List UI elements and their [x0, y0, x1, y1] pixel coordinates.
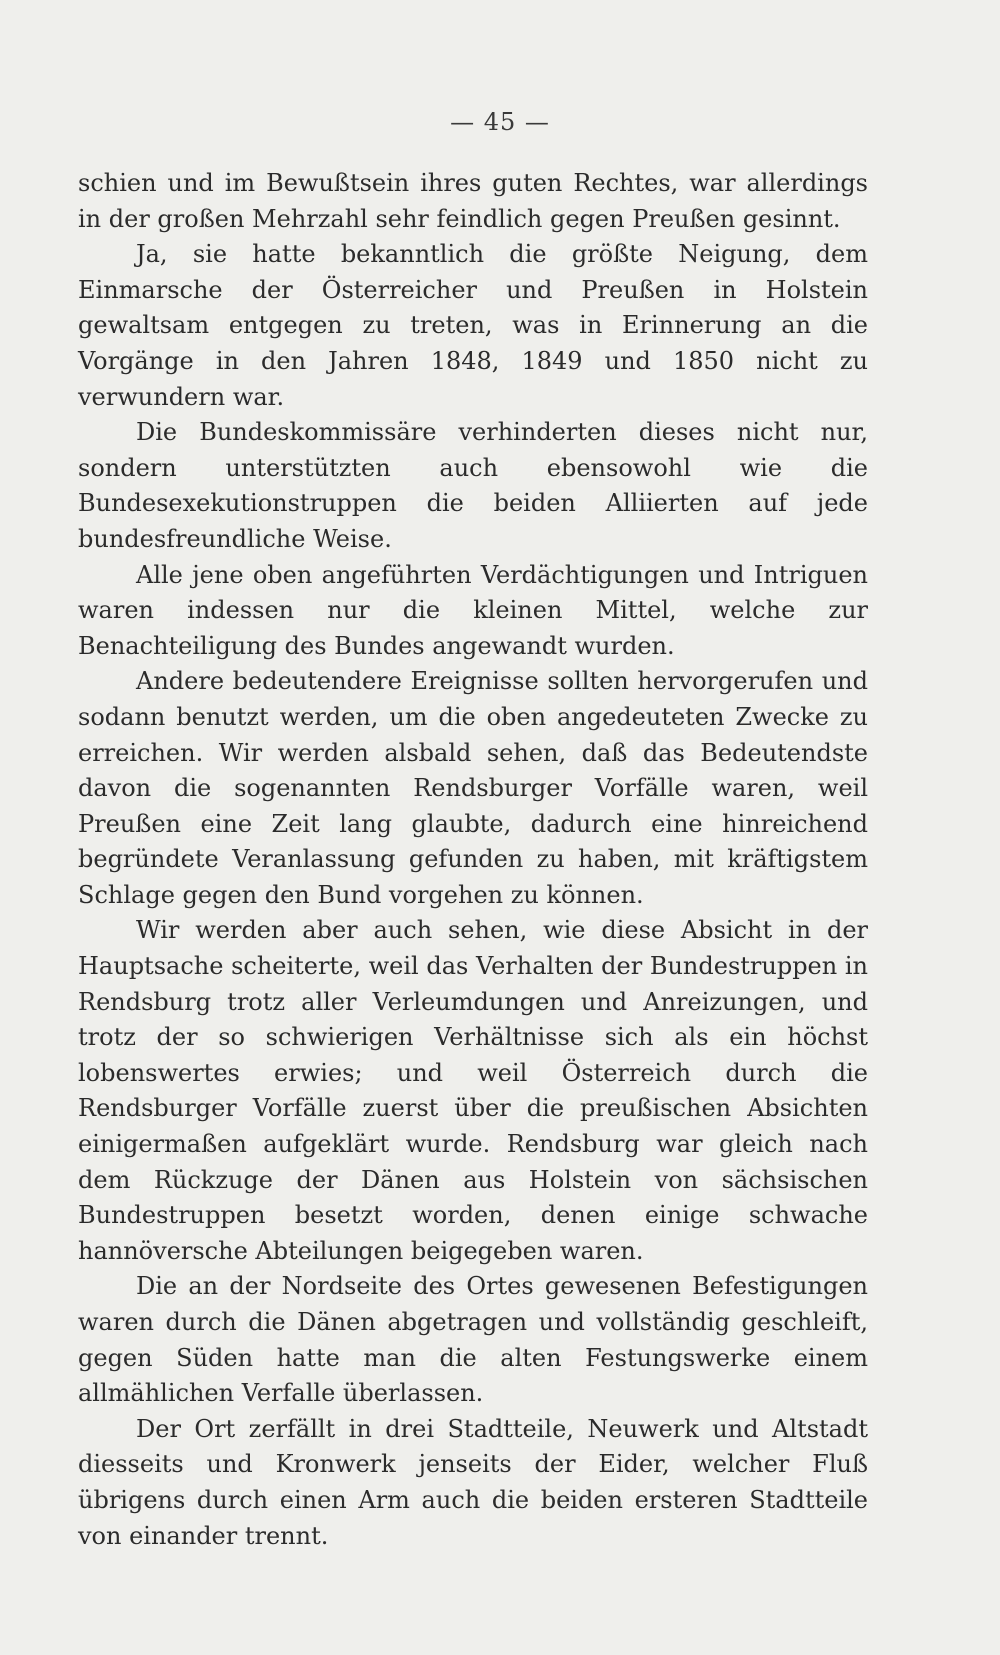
paragraph: Ja, sie hatte bekanntlich die größte Neigung, dem Einmarsche der Österreicher und Preußen in Holstein gewaltsam entgegen zu treten, was in Erinnerung an die Vorgänge in den Jahren 1848, 1849 und 1850 nicht zu verwundern war. [78, 240, 868, 411]
paragraph: schien und im Bewußtsein ihres guten Rechtes, war allerdings in der großen Mehrzahl sehr feindlich gegen Preußen gesinnt. [78, 169, 868, 233]
paragraph: Wir werden aber auch sehen, wie diese Absicht in der Hauptsache scheiterte, weil das Verhalten der Bundestruppen in Rendsburg trotz aller Verleumdungen und Anreizungen, und trotz der so schwierigen Verhältnisse sich als ein höchst lobenswertes erwies; und weil Österreich durch die Rendsburger Vorfälle zuerst über die preußischen Absichten einigermaßen aufgeklärt wurde. Rendsburg war gleich nach dem Rückzuge der Dänen aus Holstein von sächsischen Bundestruppen besetzt worden, denen einige schwache hannöversche Abteilungen beigegeben waren. [78, 916, 868, 1265]
paragraph: Die an der Nordseite des Ortes gewesenen Befestigungen waren durch die Dänen abgetragen und vollständig geschleift, gegen Süden hatte man die alten Festungswerke einem allmählichen Verfalle überlassen. [78, 1272, 868, 1408]
paragraph: Alle jene oben angeführten Verdächtigungen und Intriguen waren indessen nur die kleinen Mittel, welche zur Benachteiligung des Bundes angewandt wurden. [78, 560, 868, 660]
paragraph: Andere bedeutendere Ereignisse sollten hervorgerufen und sodann benutzt werden, um die oben angedeuteten Zwecke zu erreichen. Wir werden alsbald sehen, daß das Bedeutendste davon die sogenannten Rendsburger Vorfälle waren, weil Preußen eine Zeit lang glaubte, dadurch eine hinreichend begründete Veranlassung gefunden zu haben, mit kräftigstem Schlage gegen den Bund vorgehen zu können. [78, 667, 868, 909]
page-number: — 45 — [450, 108, 550, 136]
paragraph: Die Bundeskommissäre verhinderten dieses nicht nur, sondern unterstützten auch ebensowohl wie die Bundesexekutionstruppen die beiden Alliierten auf jede bundesfreundliche Weise. [78, 418, 868, 553]
body-text [78, 166, 868, 1554]
paragraph: Der Ort zerfällt in drei Stadtteile, Neuwerk und Altstadt diesseits und Kronwerk jenseits der Eider, welcher Fluß übrigens durch einen Arm auch die beiden ersteren Stadtteile von einander trennt. [78, 1414, 868, 1550]
